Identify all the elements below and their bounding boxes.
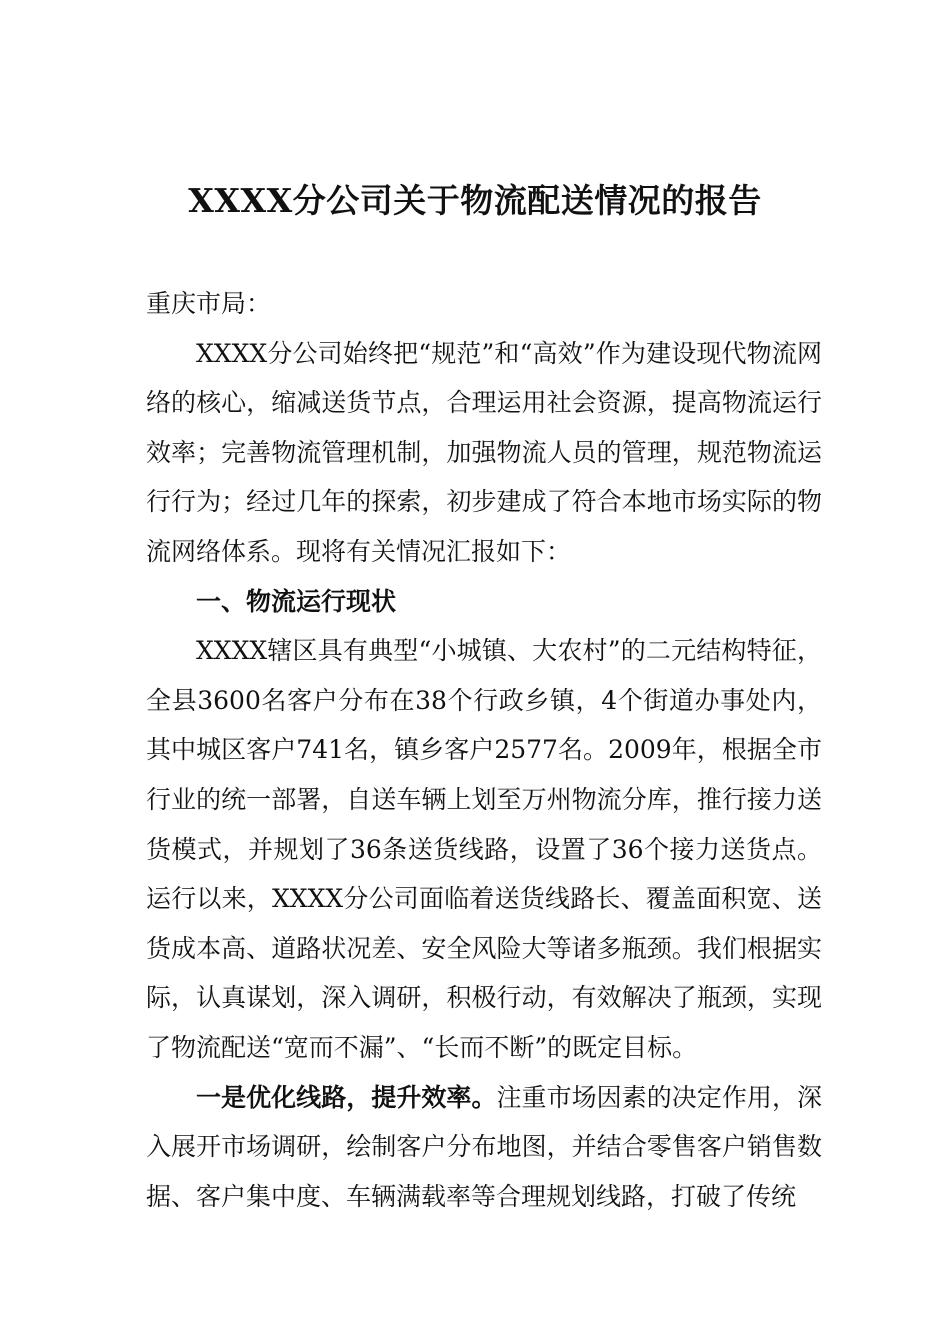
intro-paragraph: XXXX分公司始终把“规范”和“高效”作为建设现代物流网络的核心，缩减送货节点，合理运用社会资源，提高物流运行效率；完善物流管理机制，加强物流人员的管理，规范物流运行行为；经过几年的探索，初步建成了符合本地市场实际的物流网络体系。现将有关情况汇报如下：: [146, 338, 822, 566]
point-paragraph: [146, 1073, 822, 1222]
point-lead: 一是优化线路，提升效率。: [196, 1082, 497, 1112]
section-paragraph: XXXX辖区具有典型“小城镇、大农村”的二元结构特征，全县3600名客户分布在38个行政乡镇，4个街道办事处内，其中城区客户741名，镇乡客户2577名。2009年，根据全市行业的统一部署，自送车辆上划至万州物流分库，推行接力送货模式，并规划了36条送货线路，设置了36个接力送货点。运行以来，XXXX分公司面临着送货线路长、覆盖面积宽、送货成本高、道路状况差、安全风险大等诸多瓶颈。我们根据实际，认真谋划，深入调研，积极行动，有效解决了瓶颈，实现了物流配送“宽而不漏”、“长而不断”的既定目标。: [146, 636, 822, 1062]
document-title: XXXX分公司关于物流配送情况的报告: [188, 181, 762, 220]
salutation: 重庆市局：: [146, 289, 272, 318]
document-body: [146, 279, 822, 1221]
point-text: 注重市场因素的决定作用，深入展开市场调研，绘制客户分布地图，并结合零售客户销售数据、客户集中度、车辆满载率等合理规划线路，打破了传统: [146, 1082, 822, 1211]
section-heading: 一、物流运行现状: [196, 586, 397, 616]
